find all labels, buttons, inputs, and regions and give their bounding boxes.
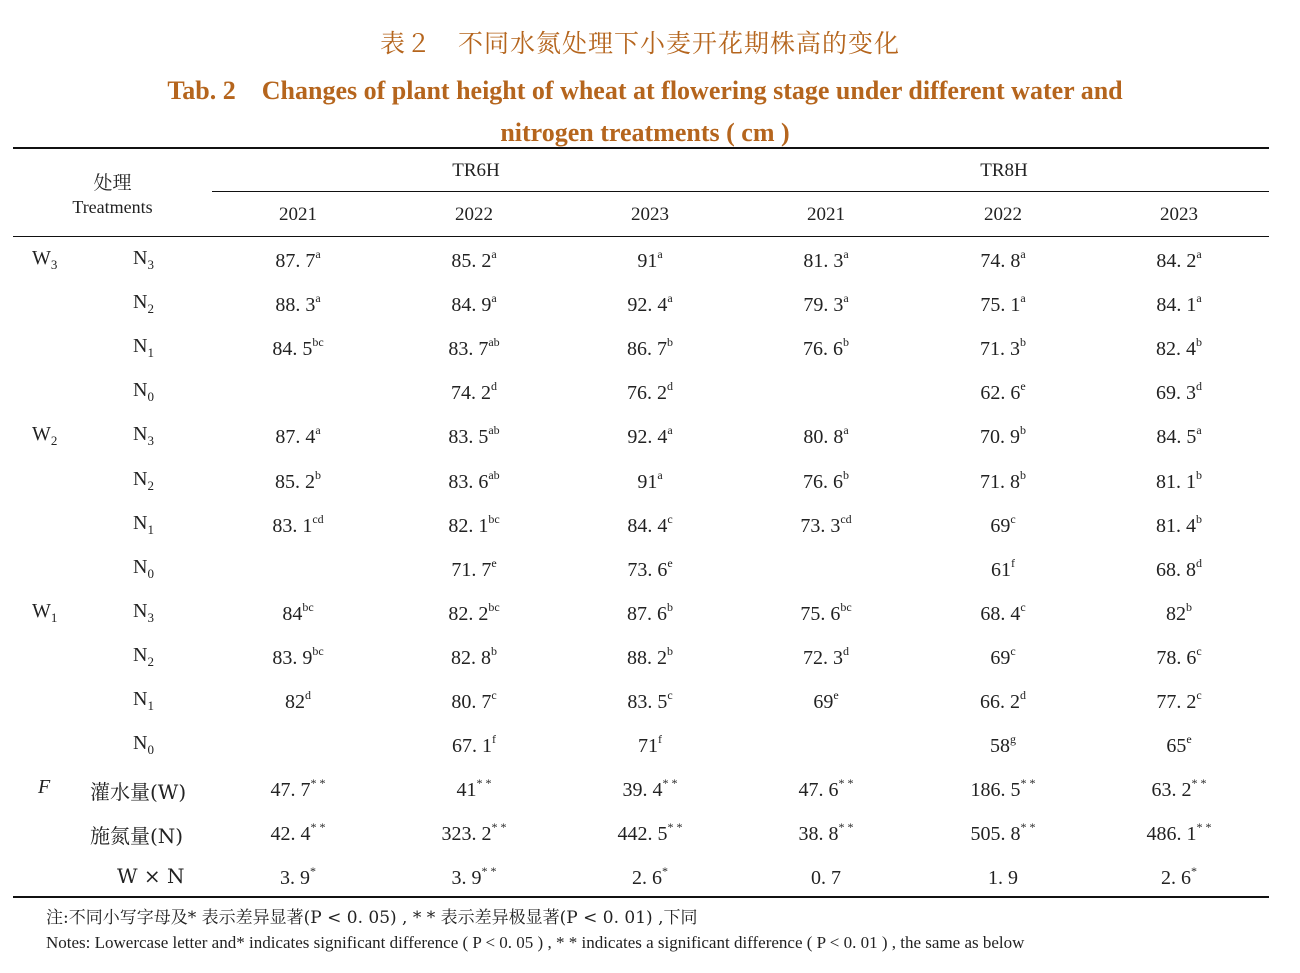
cell-significance: * *: [667, 820, 683, 835]
table-cell: [386, 512, 562, 538]
cell-value: 82. 2: [448, 602, 489, 625]
cell-significance: a: [843, 291, 849, 306]
table-cell: [386, 379, 562, 405]
table-cell: [915, 379, 1091, 405]
cell-value: 68. 8: [1156, 558, 1196, 581]
cell-value: 84. 2: [1156, 250, 1197, 272]
cell-significance: b: [667, 599, 673, 614]
cell-significance: a: [315, 247, 321, 261]
cell-significance: b: [843, 467, 849, 482]
table-cell: [1091, 247, 1267, 273]
cell-value: 82. 4: [1156, 338, 1196, 361]
cell-value: 74. 2: [451, 382, 491, 405]
cell-significance: c: [1020, 599, 1026, 614]
table-cell: [1091, 512, 1267, 538]
f-value-cell: [562, 820, 738, 846]
nitrogen-level-label: $N_2$: [133, 643, 154, 669]
cell-significance: a: [491, 247, 497, 261]
table-cell: [562, 732, 738, 758]
table-title-en: Tab. 2 Changes of plant height of wheat at flowering stage under different water and nitrogen treatments ( cm ): [167, 76, 1123, 147]
f-value-cell: [386, 864, 562, 890]
nitrogen-level-label: $N_3$: [133, 423, 154, 449]
water-level-label: $W_1$: [32, 599, 58, 625]
cell-value: 88. 2: [627, 646, 667, 669]
cell-significance: cd: [312, 511, 324, 526]
table-cell: [386, 468, 562, 494]
table-cell: [210, 335, 386, 361]
cell-value: 47. 6: [798, 779, 839, 802]
cell-value: 92. 4: [627, 294, 668, 317]
cell-value: 70. 9: [980, 426, 1020, 449]
cell-value: 92. 4: [627, 426, 668, 449]
cell-significance: c: [667, 688, 673, 702]
cell-significance: a: [657, 467, 663, 482]
cell-value: 74. 8: [980, 250, 1021, 272]
cell-value: 72. 3: [803, 646, 843, 669]
table-cell: [562, 379, 738, 405]
cell-significance: c: [1196, 643, 1202, 658]
f-value-cell: [738, 776, 914, 802]
table-cell: [738, 468, 914, 494]
cell-significance: b: [1186, 599, 1192, 614]
table-cell: [915, 423, 1091, 449]
table-cell: [915, 291, 1091, 317]
f-value-cell: [915, 820, 1091, 846]
table-cell: [210, 291, 386, 317]
group-rule: [212, 191, 1269, 192]
table-cell: [1091, 556, 1267, 582]
cell-significance: a: [491, 291, 497, 306]
table-cell: [386, 556, 562, 582]
cell-value: 38. 8: [798, 823, 839, 846]
cell-value: 81. 3: [803, 250, 844, 272]
nitrogen-level-label: $N_3$: [133, 247, 154, 272]
cell-significance: c: [1010, 511, 1016, 526]
table-cell: [386, 732, 562, 758]
table-cell: [386, 291, 562, 317]
cell-value: 83. 1: [272, 514, 313, 537]
cell-value: 67. 1: [452, 735, 492, 758]
f-value-cell: [562, 864, 738, 890]
f-statistic-label: F: [38, 776, 51, 799]
cell-significance: cd: [840, 511, 852, 526]
cell-value: 82. 1: [448, 514, 489, 537]
cell-value: 82: [285, 691, 305, 713]
cell-value: 69: [990, 514, 1011, 537]
cell-significance: * *: [662, 776, 678, 791]
nitrogen-level-label: $N_3$: [133, 599, 154, 625]
table-cell: [210, 247, 386, 273]
cell-significance: bc: [840, 599, 852, 614]
cell-significance: * *: [481, 864, 497, 879]
f-value-cell: [562, 776, 738, 802]
cell-value: 2. 6: [1161, 867, 1191, 890]
cell-value: 87. 6: [627, 602, 667, 625]
cell-significance: * *: [1020, 776, 1036, 791]
treatments-header-en: Treatments: [72, 197, 153, 217]
cell-value: 91: [637, 470, 658, 493]
table-cell: [738, 335, 914, 361]
cell-value: 75. 1: [980, 294, 1021, 317]
cell-significance: f: [658, 732, 662, 747]
cell-value: 91: [637, 250, 658, 272]
cell-value: 69: [990, 646, 1011, 669]
cell-significance: a: [1196, 247, 1202, 261]
cell-value: 71. 8: [980, 470, 1020, 493]
table-cell: [915, 600, 1091, 626]
cell-value: 3. 9: [451, 867, 482, 890]
cell-significance: g: [1010, 732, 1016, 747]
cell-significance: *: [310, 864, 316, 879]
cell-significance: e: [667, 555, 673, 570]
table-cell: [915, 468, 1091, 494]
table-cell: [386, 335, 562, 361]
table-cell: [210, 423, 386, 449]
cell-value: 82. 8: [451, 646, 491, 669]
cell-significance: b: [843, 335, 849, 350]
cell-significance: a: [1020, 291, 1026, 306]
table-cell: [1091, 335, 1267, 361]
table-cell: [915, 247, 1091, 273]
table-cell: [738, 423, 914, 449]
table-cell: [386, 247, 562, 273]
cell-value: 3. 9: [280, 867, 310, 890]
nitrogen-level-label: $N_0$: [133, 555, 154, 581]
header-rule: [13, 236, 1269, 237]
cell-significance: a: [315, 423, 321, 438]
f-source-label: 施氮量(N): [90, 824, 184, 849]
cell-value: 84. 5: [1156, 426, 1197, 449]
cell-value: 486. 1: [1146, 823, 1197, 846]
table-cell: [386, 688, 562, 714]
cell-significance: d: [1196, 379, 1202, 394]
cell-significance: b: [315, 467, 321, 482]
cell-value: 71. 3: [980, 338, 1020, 361]
treatments-header-cn: 处理: [93, 172, 132, 194]
cell-value: 186. 5: [970, 779, 1021, 802]
cell-significance: d: [305, 688, 311, 702]
cell-value: 76. 6: [803, 470, 843, 493]
cell-value: 68. 4: [980, 602, 1021, 625]
cell-value: 87. 4: [275, 426, 316, 449]
table-cell: [562, 556, 738, 582]
note-cn: 注:不同小写字母及* 表示差异显著(P < 0. 05) , * * 表示差异极显著(P < 0. 01) ,下同: [46, 908, 698, 928]
table-cell: [915, 732, 1091, 758]
cell-significance: b: [1020, 423, 1026, 438]
cell-value: 442. 5: [617, 823, 668, 846]
cell-significance: e: [1020, 379, 1026, 394]
group-header-tr8h: TR8H: [980, 160, 1028, 181]
cell-significance: *: [662, 864, 668, 879]
cell-significance: d: [491, 379, 497, 394]
cell-significance: * *: [491, 820, 507, 835]
cell-significance: bc: [312, 643, 324, 658]
table-cell: [915, 512, 1091, 538]
cell-value: 2. 6: [632, 867, 662, 890]
cell-value: 63. 2: [1151, 779, 1192, 802]
cell-value: 75. 6: [800, 602, 841, 625]
cell-value: 65: [1166, 735, 1187, 758]
cell-value: 77. 2: [1156, 691, 1197, 713]
cell-value: 81. 1: [1156, 470, 1196, 493]
table-cell: [915, 644, 1091, 670]
cell-value: 0. 7: [811, 867, 841, 890]
table-cell: [210, 688, 386, 714]
cell-significance: d: [667, 379, 673, 394]
table-title-cn: 表２ 不同水氮处理下小麦开花期株高的变化: [379, 29, 900, 58]
nitrogen-level-label: $N_2$: [133, 467, 154, 493]
year-header: 2022: [455, 204, 493, 225]
table-cell: [562, 644, 738, 670]
nitrogen-level-label: $N_1$: [133, 335, 154, 361]
cell-value: 85. 2: [275, 470, 315, 493]
year-header: 2021: [279, 204, 317, 225]
table-cell: [1091, 379, 1267, 405]
cell-significance: ab: [488, 335, 500, 350]
cell-significance: * *: [1020, 820, 1036, 835]
f-value-cell: [1091, 776, 1267, 802]
cell-significance: b: [1196, 467, 1202, 482]
cell-value: 83. 6: [448, 470, 489, 493]
cell-significance: b: [1020, 335, 1026, 350]
nitrogen-level-label: $N_2$: [133, 291, 154, 317]
table-cell: [915, 335, 1091, 361]
table-cell: [562, 512, 738, 538]
cell-significance: a: [1020, 247, 1026, 261]
table-cell: [738, 644, 914, 670]
cell-significance: * *: [1191, 776, 1207, 791]
cell-value: 84. 5: [272, 338, 313, 361]
cell-significance: d: [1196, 555, 1202, 570]
table-cell: [210, 512, 386, 538]
cell-value: 71. 7: [451, 558, 492, 581]
cell-significance: bc: [488, 511, 500, 526]
cell-significance: a: [315, 291, 321, 306]
cell-significance: a: [843, 247, 849, 261]
cell-value: 71: [638, 735, 658, 758]
cell-value: 81. 4: [1156, 514, 1196, 537]
table-cell: [562, 600, 738, 626]
cell-significance: bc: [488, 599, 500, 614]
cell-significance: a: [667, 423, 673, 438]
year-header: 2023: [631, 204, 669, 225]
nitrogen-level-label: $N_0$: [133, 732, 154, 758]
cell-value: 83. 5: [448, 426, 489, 449]
cell-value: 80. 7: [451, 691, 492, 713]
top-rule: [13, 147, 1269, 149]
cell-value: 323. 2: [441, 823, 492, 846]
table-cell: [1091, 291, 1267, 317]
cell-significance: c: [491, 688, 497, 702]
table-cell: [386, 423, 562, 449]
f-value-cell: [738, 820, 914, 846]
table-cell: [915, 688, 1091, 714]
year-header: 2021: [807, 204, 845, 225]
cell-significance: e: [1186, 732, 1192, 747]
cell-significance: * *: [476, 776, 492, 791]
f-value-cell: [386, 776, 562, 802]
f-value-cell: [386, 820, 562, 846]
cell-significance: ab: [488, 467, 500, 482]
cell-value: 78. 6: [1156, 646, 1197, 669]
table-cell: [562, 468, 738, 494]
cell-value: 58: [990, 735, 1010, 758]
table-cell: [210, 600, 386, 626]
table-cell: [562, 291, 738, 317]
cell-significance: * *: [838, 776, 854, 791]
cell-significance: b: [667, 643, 673, 658]
table-cell: [1091, 688, 1267, 714]
cell-significance: a: [657, 247, 663, 261]
cell-significance: b: [1196, 335, 1202, 350]
cell-value: 88. 3: [275, 294, 316, 317]
year-header: 2022: [984, 204, 1022, 225]
cell-significance: d: [843, 643, 849, 658]
cell-significance: a: [1196, 291, 1202, 306]
cell-value: 73. 6: [627, 558, 668, 581]
cell-significance: ab: [488, 423, 500, 438]
cell-significance: f: [1011, 555, 1015, 570]
table-cell: [1091, 600, 1267, 626]
cell-value: 42. 4: [270, 823, 311, 846]
group-header-tr6h: TR6H: [452, 160, 500, 181]
cell-significance: * *: [1196, 820, 1212, 835]
cell-significance: e: [833, 688, 839, 702]
cell-value: 39. 4: [622, 779, 663, 802]
cell-value: 80. 8: [803, 426, 844, 449]
cell-significance: * *: [310, 820, 326, 835]
cell-value: 82: [1166, 602, 1186, 625]
cell-significance: c: [1196, 688, 1202, 702]
cell-value: 73. 3: [800, 514, 841, 537]
table-cell: [1091, 644, 1267, 670]
cell-significance: bc: [302, 599, 314, 614]
cell-significance: e: [491, 555, 497, 570]
f-value-cell: [210, 864, 386, 890]
nitrogen-level-label: $N_1$: [133, 511, 154, 537]
cell-significance: b: [491, 643, 497, 658]
nitrogen-level-label: $N_1$: [133, 688, 154, 713]
cell-value: 76. 6: [803, 338, 843, 361]
table-cell: [386, 600, 562, 626]
table-cell: [562, 335, 738, 361]
table-cell: [915, 556, 1091, 582]
f-value-cell: [738, 864, 914, 890]
cell-significance: b: [1020, 467, 1026, 482]
cell-significance: d: [1020, 688, 1026, 702]
cell-value: 84: [282, 602, 303, 625]
cell-significance: a: [667, 291, 673, 306]
cell-value: 84. 9: [451, 294, 492, 317]
cell-significance: a: [843, 423, 849, 438]
table-cell: [562, 247, 738, 273]
bottom-rule: [13, 896, 1269, 898]
cell-value: 66. 2: [980, 691, 1020, 713]
table-cell: [738, 688, 914, 714]
water-level-label: $W_3$: [32, 247, 58, 272]
table-cell: [738, 247, 914, 273]
cell-value: 62. 6: [980, 382, 1021, 405]
cell-value: 83. 9: [272, 646, 313, 669]
cell-value: 69: [813, 691, 834, 713]
table-cell: [562, 423, 738, 449]
nitrogen-level-label: $N_0$: [133, 379, 154, 405]
cell-significance: * *: [310, 776, 326, 791]
cell-value: 1. 9: [988, 867, 1018, 890]
table-cell: [738, 512, 914, 538]
cell-value: 505. 8: [970, 823, 1021, 846]
cell-value: 85. 2: [451, 250, 492, 272]
table-cell: [386, 644, 562, 670]
cell-value: 84. 1: [1156, 294, 1197, 317]
f-value-cell: [1091, 864, 1267, 890]
cell-value: 41: [456, 779, 477, 802]
table-cell: [1091, 732, 1267, 758]
table-cell: [210, 644, 386, 670]
f-value-cell: [915, 776, 1091, 802]
cell-significance: c: [667, 511, 673, 526]
f-value-cell: [1091, 820, 1267, 846]
cell-significance: * *: [838, 820, 854, 835]
table-cell: [738, 600, 914, 626]
table-cell: [738, 291, 914, 317]
cell-significance: b: [667, 335, 673, 350]
year-header: 2023: [1160, 204, 1198, 225]
cell-significance: f: [492, 732, 496, 747]
cell-value: 47. 7: [270, 779, 311, 802]
note-en: Notes: Lowercase letter and* indicates significant difference ( P < 0. 05 ) , * * indicates a significant difference ( P < 0. 01 ) , the same as below: [46, 933, 1025, 952]
table-cell: [1091, 423, 1267, 449]
cell-significance: c: [1010, 643, 1016, 658]
f-value-cell: [210, 776, 386, 802]
f-source-label: W × N: [117, 864, 185, 889]
table-cell: [210, 468, 386, 494]
cell-value: 69. 3: [1156, 382, 1196, 405]
f-value-cell: [915, 864, 1091, 890]
water-level-label: $W_2$: [32, 423, 58, 449]
cell-value: 83. 5: [627, 691, 668, 713]
cell-significance: a: [1196, 423, 1202, 438]
cell-value: 87. 7: [275, 250, 316, 272]
cell-significance: *: [1191, 864, 1197, 879]
f-source-label: 灌水量(W): [90, 780, 187, 805]
cell-value: 76. 2: [627, 382, 667, 405]
table-cell: [1091, 468, 1267, 494]
cell-significance: b: [1196, 511, 1202, 526]
cell-value: 83. 7: [448, 338, 489, 361]
cell-value: 86. 7: [627, 338, 667, 361]
table-cell: [562, 688, 738, 714]
cell-value: 61: [991, 558, 1011, 581]
f-value-cell: [210, 820, 386, 846]
cell-value: 84. 4: [627, 514, 668, 537]
cell-significance: bc: [312, 335, 324, 350]
cell-value: 79. 3: [803, 294, 844, 317]
